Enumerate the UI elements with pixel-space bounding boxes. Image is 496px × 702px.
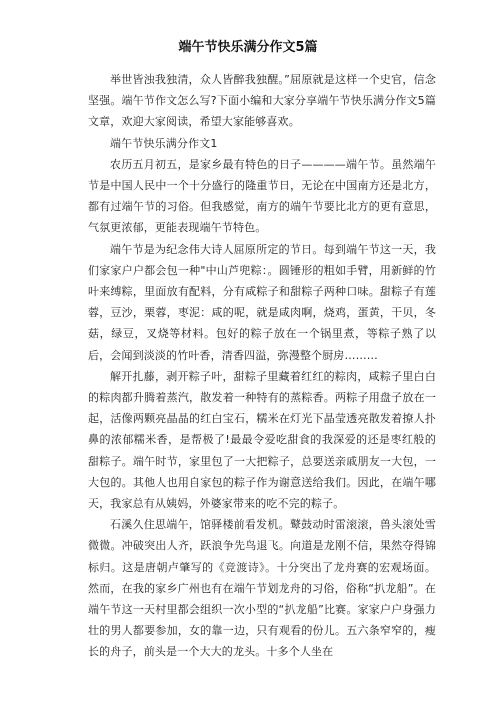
body-paragraph: 农历五月初五，是家乡最有特色的日子————端午节。虽然端午节是中国人民中一个十分盛行的隆重节日，无论在中国南方还是北方，都有过端午节的习俗。但我感觉，南方的端午节要比北方的更有意思，气氛更浓郁，更能表现端午节特色。: [88, 157, 436, 235]
section-heading: 端午节快乐满分作文1: [110, 136, 218, 150]
body-paragraph: 石溪久住思端午，馆驿楼前看发机。鼙鼓动时雷滚滚，兽头滚处雪微微。冲破突出人齐，跃浪争先鸟退飞。向道是龙刚不信，果然夺得锦标归。这是唐朝卢肇写的《竞渡诗》。十分突出了龙舟赛的宏观场面。然而，在我的家乡广州也有在端午节划龙舟的习俗，俗称“扒龙船”。在端午节这一天村里都会组织一次小型的“扒龙船”比赛。家家户户身强力壮的男人都要参加，女的靠一边，只有观看的份儿。五六条窄窄的，瘦长的舟子，前头是一个大大的龙头。十多个人坐在: [88, 518, 436, 659]
document-body: [88, 69, 436, 663]
body-paragraph: 端午节是为纪念伟大诗人屈原所定的节日。每到端午节这一天，我们家家户户都会包一种"中山芦兜粽：。圆锤形的粗如手臂，用新鲜的竹叶来缚粽，里面放有配料，分有咸粽子和甜粽子两种口味。甜粽子有莲蓉，豆沙，栗蓉，枣泥：咸的呢，就是咸肉啊，烧鸡，蛋黄，干贝，冬菇，绿豆，叉烧等材料。包好的粽子放在一个锅里煮，等粽子熟了以后，会闻到淡淡的竹叶香，清香四溢，弥漫整个厨房………: [88, 242, 436, 362]
intro-paragraph: 举世皆浊我独清，众人皆醉我独醒。”屈原就是这样一个史官，信念坚强。端午节作文怎么写?下面小编和大家分享端午节快乐满分作文5篇文章，欢迎大家阅读，希望大家能够喜欢。: [88, 73, 436, 129]
document-title: 端午节快乐满分作文5篇: [178, 40, 318, 55]
body-paragraph: 解开扎藤，剥开粽子叶，甜粽子里藏着红红的粽肉，咸粽子里白白的粽肉都升腾着蒸汽，散发着一种特有的蒸粽香。两粽子用盘子放在一起，活像两颗亮晶晶的红白宝石，糯米在灯光下晶莹透亮散发着撩人扑鼻的浓郁糯米香，是帮极了!最最令爱吃甜食的我深爱的还是枣红般的甜粽子。端午时节，家里包了一大把粽子，总要送亲戚朋友一大包，一大包的。其他人也用自家包的粽子作为谢意送给我们。因此，在端午哪天，我家总有从姨妈，外婆家带来的吃不完的粽子。: [88, 369, 436, 511]
